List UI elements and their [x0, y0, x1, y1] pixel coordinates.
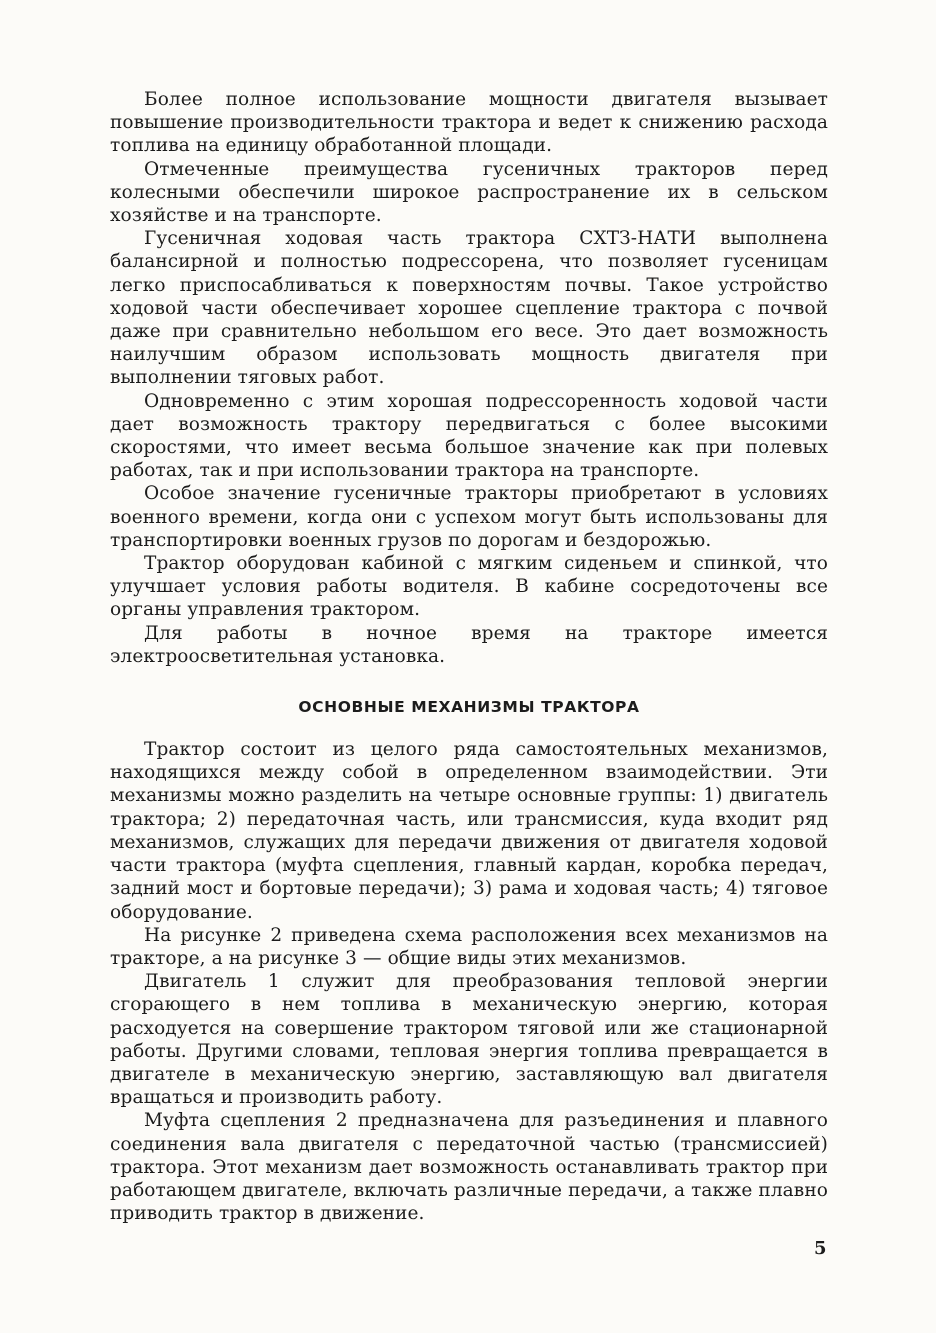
paragraph: Муфта сцепления 2 предназначена для разъединения и плавного соединения вала двигателя с передаточной частью (трансмиссией) трактора. Этот механизм дает возможность останавливать трактор при работающем двигателе, включать различные передачи, а также плавно приводить трактор в движение.	[110, 1110, 828, 1225]
paragraph: Более полное использование мощности двигателя вызывает повышение производительности трактора и ведет к снижению расхода топлива на единицу обработанной площади.	[110, 89, 828, 157]
paragraph: Одновременно с этим хорошая подрессоренность ходовой части дает возможность трактору передвигаться с более высокими скоростями, что имеет весьма большое значение как при полевых работах, так и при использовании трактора на транспорте.	[110, 390, 828, 482]
paragraph: Трактор оборудован кабиной с мягким сиденьем и спинкой, что улучшает условия работы водителя. В кабине сосредоточены все органы управления трактором.	[110, 553, 828, 621]
page-number: 5	[814, 1238, 827, 1259]
page-text	[110, 88, 828, 1225]
paragraph: Для работы в ночное время на тракторе имеется электроосветительная установка.	[110, 622, 828, 667]
paragraph: Особое значение гусеничные тракторы приобретают в условиях военного времени, когда они с успехом могут быть использованы для транспортировки военных грузов по дорогам и бездорожью.	[110, 483, 828, 551]
paragraph: Гусеничная ходовая часть трактора СХТЗ-НАТИ выполнена балансирной и полностью подрессорена, что позволяет гусеницам легко приспосабливаться к поверхностям почвы. Такое устройство ходовой части обеспечивает хорошее сцепление трактора с почвой даже при сравнительно небольшом его весе. Это дает возможность наилучшим образом использовать мощность двигателя при выполнении тяговых работ.	[110, 228, 828, 389]
paragraph: Отмеченные преимущества гусеничных тракторов перед колесными обеспечили широкое распространение их в сельском хозяйстве и на транспорте.	[110, 158, 828, 227]
paragraph: Двигатель 1 служит для преобразования тепловой энергии сгорающего в нем топлива в механическую энергию, которая расходуется на совершение трактором тяговой или же стационарной работы. Другими словами, тепловая энергия топлива превращается в двигателе в механическую энергию, заставляющую вал двигателя вращаться и производить работу.	[110, 971, 828, 1109]
paragraph: На рисунке 2 приведена схема расположения всех механизмов на тракторе, а на рисунке 3 — общие виды этих механизмов.	[110, 924, 828, 969]
section-heading: ОСНОВНЫЕ МЕХАНИЗМЫ ТРАКТОРА	[298, 698, 640, 717]
paragraph: Трактор состоит из целого ряда самостоятельных механизмов, находящихся между собой в определенном взаимодействии. Эти механизмы можно разделить на четыре основные группы: 1) двигатель трактора; 2) передаточная часть, или трансмиссия, куда входит ряд механизмов, служащих для передачи движения от двигателя ходовой части трактора (муфта сцепления, главный кардан, коробка передач, задний мост и бортовые передачи); 3) рама и ходовая часть; 4) тяговое оборудование.	[110, 739, 828, 923]
